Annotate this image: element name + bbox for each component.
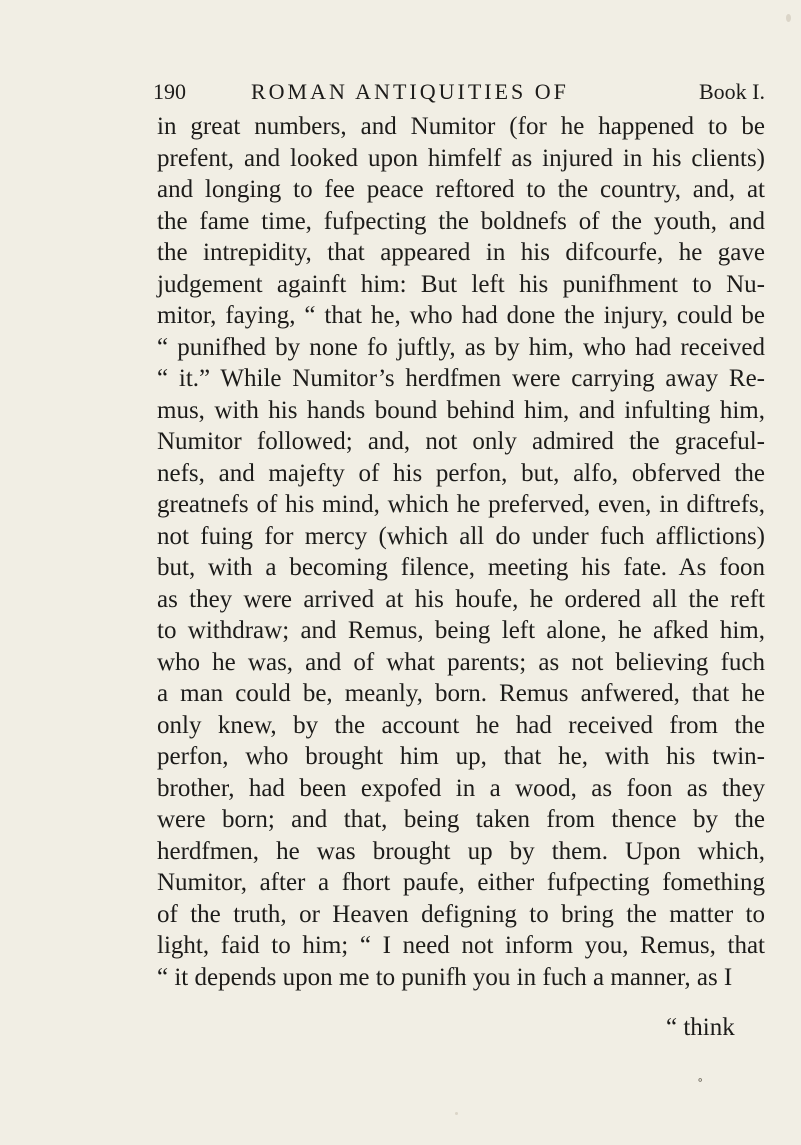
text-line: greatnefs of his mind, which he preferved, even, in diftrefs, xyxy=(157,491,765,518)
text-line: to withdraw; and Remus, being left alone, he afked him, xyxy=(157,617,765,644)
text-line: judgement againft him: But left his punifhment to Nu- xyxy=(157,270,765,298)
text-line: a man could be, meanly, born. Remus anfwered, that he xyxy=(157,680,765,707)
text-line: the intrepidity, that appeared in his difcourfe, he gave xyxy=(157,239,765,266)
text-line: mus, with his hands bound behind him, and infulting him, xyxy=(157,396,765,424)
text-line: “ punifhed by none fo juftly, as by him, who had received xyxy=(157,333,765,361)
text-line: Numitor, after a fhort paufe, either fufpecting fomething xyxy=(157,869,765,896)
catchword: “ think xyxy=(666,1014,735,1041)
text-line: “ it depends upon me to punifh you in fuch a manner, as I xyxy=(157,963,733,991)
text-line: Numitor followed; and, not only admired the graceful- xyxy=(157,428,765,455)
text-line: as they were arrived at his houfe, he ordered all the reft xyxy=(157,585,765,613)
running-head xyxy=(153,74,765,110)
paper-spot xyxy=(786,14,791,22)
text-line: light, faid to him; “ I need not inform you, Remus, that xyxy=(157,932,765,959)
text-line: who he was, and of what parents; as not believing fuch xyxy=(157,648,765,676)
printer-mark: ∘ xyxy=(697,1072,704,1087)
text-line: and longing to fee peace reftored to the country, and, at xyxy=(157,176,765,203)
text-line: “ it.” While Numitor’s herdfmen were carrying away Re- xyxy=(157,365,765,392)
text-line: in great numbers, and Numitor (for he happened to be xyxy=(157,113,765,140)
text-line: of the truth, or Heaven defigning to bring the matter to xyxy=(157,900,765,928)
running-title: ROMAN ANTIQUITIES OF xyxy=(251,79,569,104)
text-line: the fame time, fufpecting the boldnefs of the youth, and xyxy=(157,207,765,235)
page-number: 190 xyxy=(153,79,186,104)
body-text xyxy=(157,111,765,993)
text-line: brother, had been expofed in a wood, as foon as they xyxy=(157,774,765,802)
text-line: herdfmen, he was brought up by them. Upon which, xyxy=(157,837,765,865)
book-number: Book I. xyxy=(699,79,765,104)
text-line: mitor, faying, “ that he, who had done the injury, could be xyxy=(157,302,765,329)
text-line: but, with a becoming filence, meeting his fate. As foon xyxy=(157,554,765,581)
text-line: prefent, and looked upon himfelf as injured in his clients) xyxy=(157,144,765,172)
text-line: only knew, by the account he had received from the xyxy=(157,711,765,739)
text-line: were born; and that, being taken from thence by the xyxy=(157,806,765,833)
text-line: perfon, who brought him up, that he, with his twin- xyxy=(157,743,765,770)
text-line: nefs, and majefty of his perfon, but, alfo, obferved the xyxy=(157,459,765,487)
text-line: not fuing for mercy (which all do under fuch afflictions) xyxy=(157,522,765,550)
paper-spot xyxy=(455,1112,458,1115)
